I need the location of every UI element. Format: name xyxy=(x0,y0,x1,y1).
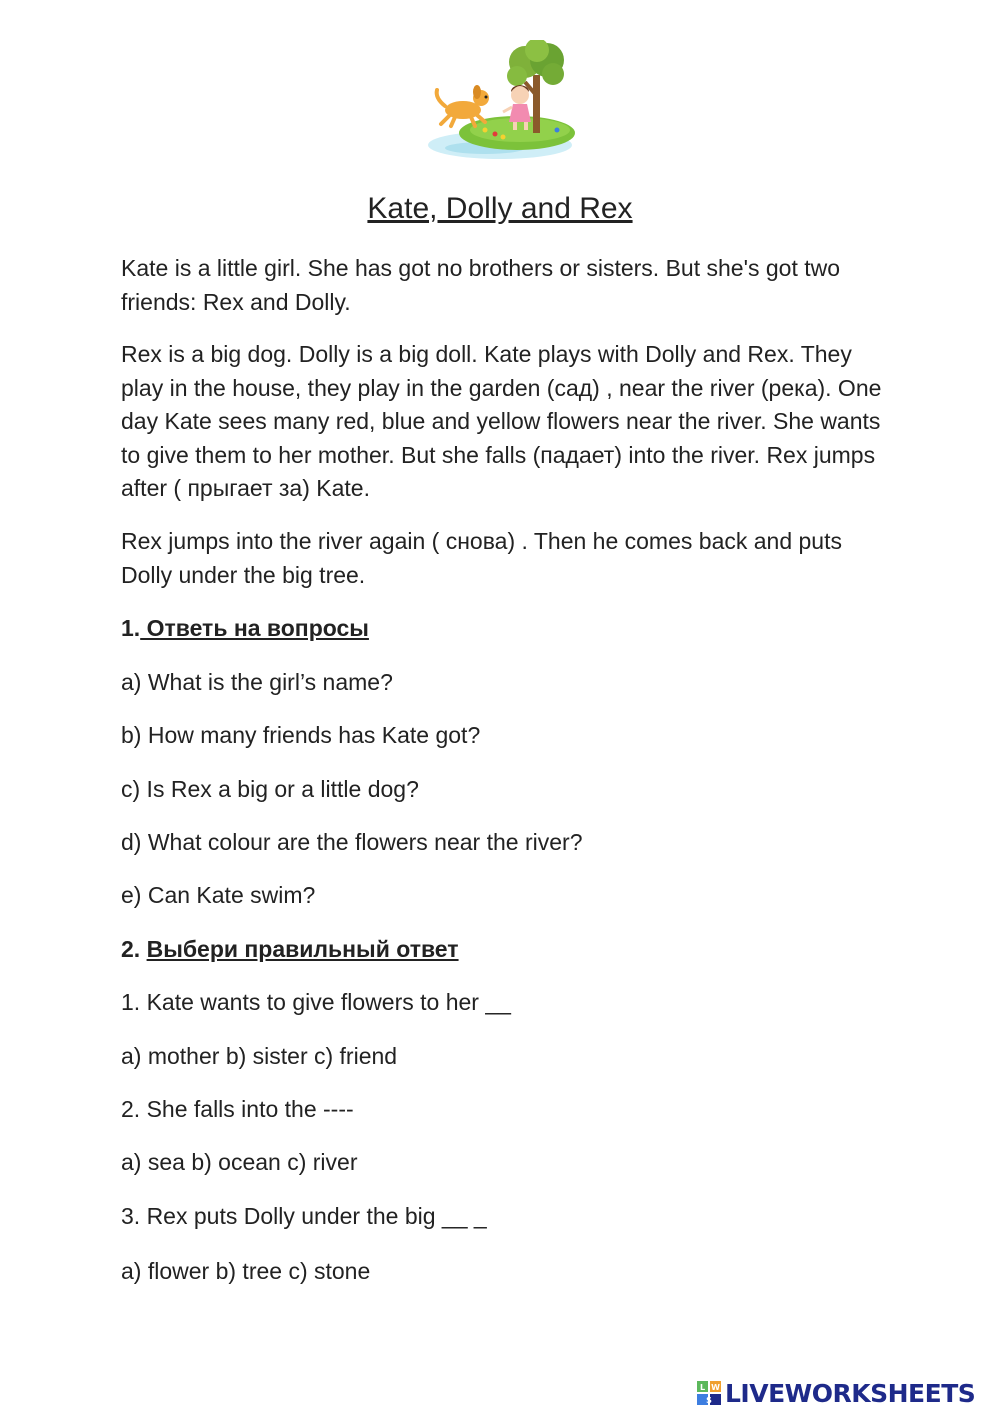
svg-text:L: L xyxy=(699,1383,706,1392)
section-2-heading xyxy=(121,934,459,964)
question-e: e) Can Kate swim? xyxy=(121,882,316,908)
svg-text:S: S xyxy=(706,1396,712,1405)
question-c: c) Is Rex a big or a little dog? xyxy=(121,776,419,802)
section-1-number: 1. xyxy=(121,615,141,641)
choice-options-2: a) sea b) ocean c) river xyxy=(121,1149,358,1175)
choice-options-1: a) mother b) sister c) friend xyxy=(121,1043,398,1069)
section-2-number: 2. xyxy=(121,936,141,962)
section-2-title: Выбери правильный ответ xyxy=(146,936,459,962)
story-paragraph-2: Rex is a big dog. Dolly is a big doll. Kate plays with Dolly and Rex. They play in the house, they play in the garden (сад) , near the river (река). One day Kate sees many red, blue and yellow flowers near the river. She wants to give them to her mother. But she falls (падает) into the river. Rex jumps after ( прыгает за) Kate. xyxy=(121,341,882,502)
liveworksheets-logo xyxy=(697,1377,975,1409)
section-1-heading xyxy=(121,613,369,643)
choice-options-3: a) flower b) tree c) stone xyxy=(121,1258,371,1284)
section-1-title: Ответь на вопросы xyxy=(140,615,369,641)
story-paragraph-3: Rex jumps into the river again ( снова) . Then he comes back and puts Dolly under the big tree. xyxy=(121,528,842,588)
question-d: d) What colour are the flowers near the river? xyxy=(121,829,583,855)
choice-question-3: 3. Rex puts Dolly under the big __ _ xyxy=(121,1203,487,1229)
question-b: b) How many friends has Kate got? xyxy=(121,722,481,748)
choice-question-2: 2. She falls into the ---- xyxy=(121,1096,354,1122)
svg-text:W: W xyxy=(711,1383,720,1392)
page-title: Kate, Dolly and Rex xyxy=(367,192,633,225)
girl-dog-tree-illustration xyxy=(425,40,575,165)
question-a: a) What is the girl’s name? xyxy=(121,669,393,695)
liveworksheets-logo-text: LIVEWORKSHEETS xyxy=(725,1378,976,1408)
liveworksheets-logo-icon xyxy=(697,1381,721,1405)
choice-question-1: 1. Kate wants to give flowers to her __ xyxy=(121,989,511,1015)
story-paragraph-1: Kate is a little girl. She has got no brothers or sisters. But she's got two friends: Rex and Dolly. xyxy=(121,255,841,315)
